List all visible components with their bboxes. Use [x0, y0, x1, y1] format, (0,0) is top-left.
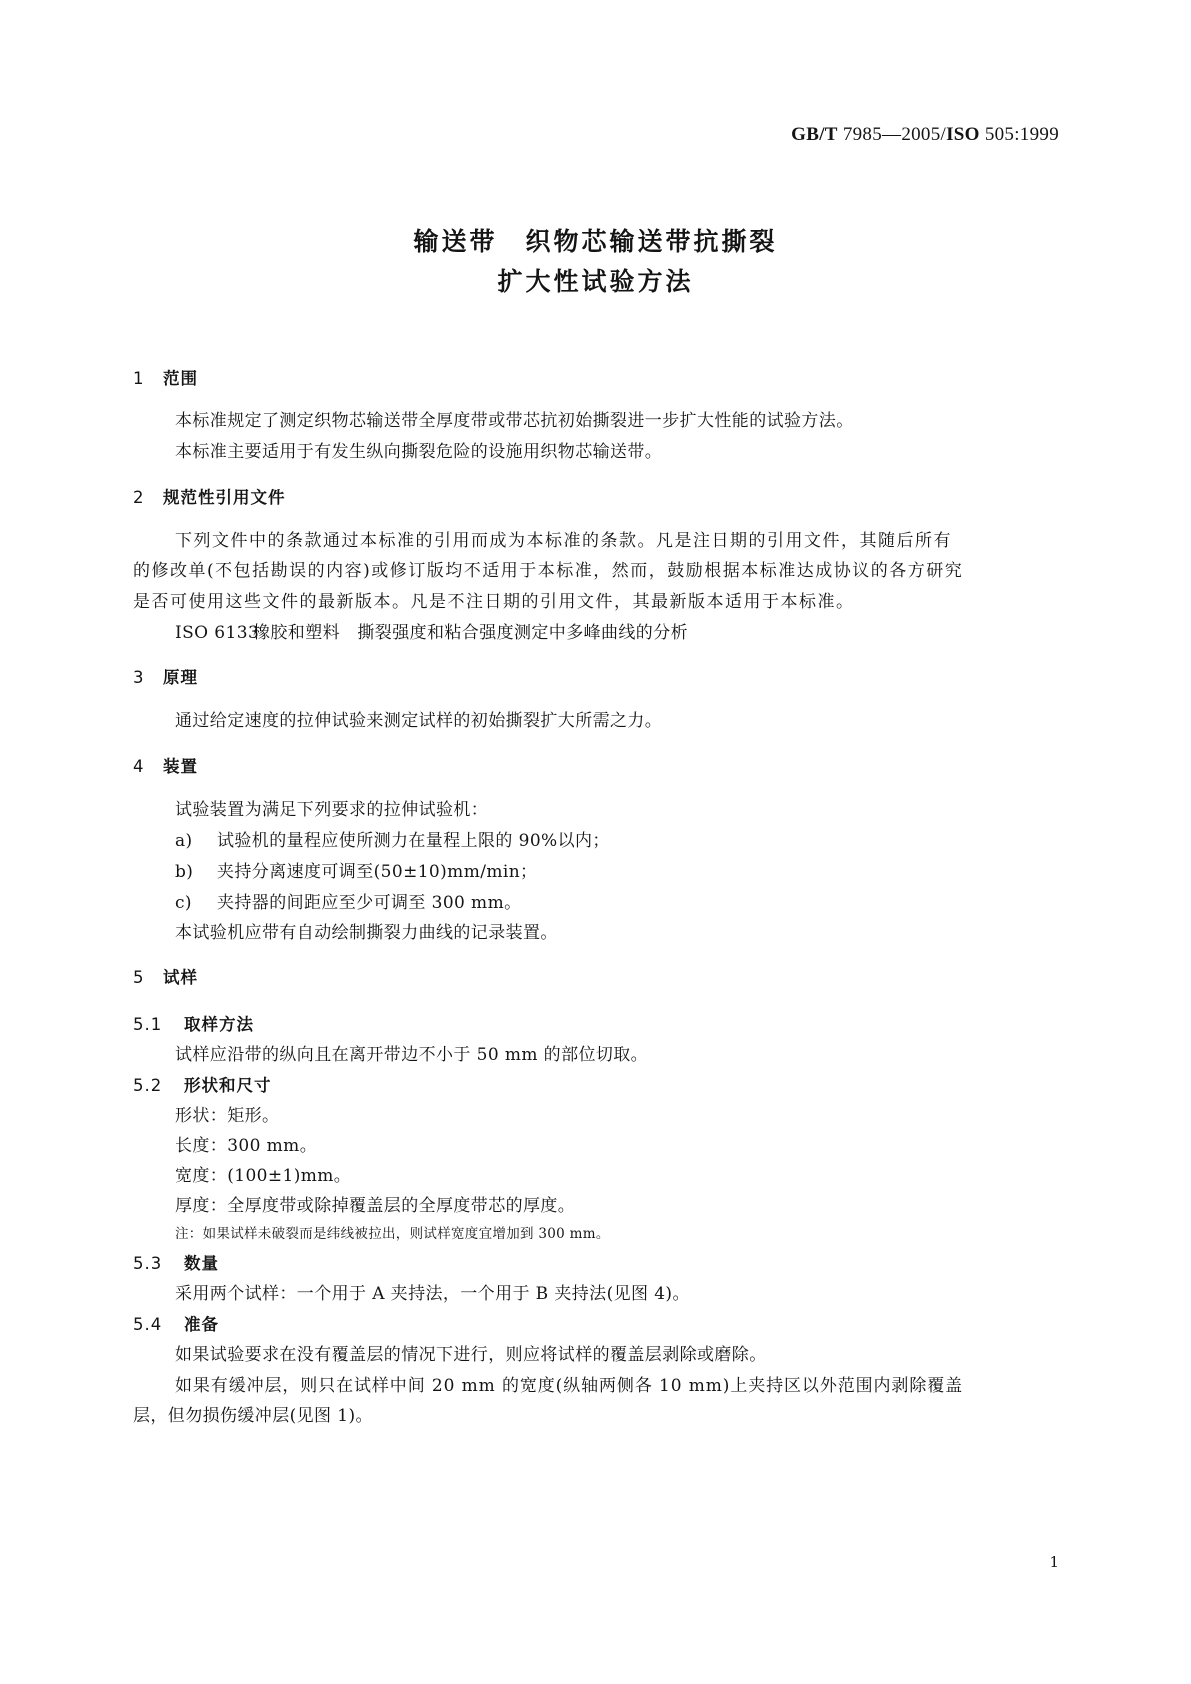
page-number: 1 [1049, 1553, 1059, 1571]
section-title: 原理 [163, 668, 198, 687]
section-2-paragraph-line-1: 下列文件中的条款通过本标准的引用而成为本标准的条款。凡是注日期的引用文件，其随后所有 [175, 531, 952, 551]
section-5-heading [133, 964, 198, 988]
subsection-title: 数量 [184, 1254, 219, 1273]
section-1-paragraph-1: 本标准规定了测定织物芯输送带全厚度带或带芯抗初始撕裂进一步扩大性能的试验方法。 [175, 411, 854, 431]
subsection-number: 5.2 [133, 1076, 163, 1095]
subsection-number: 5.3 [133, 1254, 163, 1273]
section-title: 规范性引用文件 [163, 488, 286, 507]
subsection-5-2-heading [133, 1072, 272, 1096]
subsection-title: 准备 [184, 1315, 219, 1334]
list-text: 试验机的量程应使所测力在量程上限的 90%以内； [217, 831, 610, 851]
note: 注：如果试样未破裂而是纬线被拉出，则试样宽度宜增加到 300 mm。 [175, 1226, 610, 1242]
standard-code-number: 7985—2005/ [842, 124, 947, 145]
section-4-intro: 试验装置为满足下列要求的拉伸试验机： [175, 800, 489, 820]
section-number: 2 [133, 488, 145, 507]
section-title: 范围 [163, 369, 198, 388]
subsection-5-4-paragraph-2-line-2: 层，但勿损伤缓冲层(见图 1)。 [133, 1406, 373, 1426]
subsection-5-1-paragraph: 试样应沿带的纵向且在离开带边不小于 50 mm 的部位切取。 [175, 1045, 649, 1065]
shape-line: 形状：矩形。 [175, 1106, 280, 1126]
document-title-line-2: 扩大性试验方法 [497, 267, 694, 296]
normative-reference [175, 618, 688, 643]
section-2-paragraph-line-3: 是否可使用这些文件的最新版本。凡是不注日期的引用文件，其最新版本适用于本标准。 [133, 592, 855, 612]
standard-code-iso: ISO [946, 124, 980, 145]
list-text: 夹持器的间距应至少可调至 300 mm。 [217, 893, 522, 913]
subsection-5-4-paragraph-2-line-1: 如果有缓冲层，则只在试样中间 20 mm 的宽度(纵轴两侧各 10 mm)上夹持区以外范围内剥除覆盖 [175, 1376, 964, 1396]
section-4-closing-paragraph: 本试验机应带有自动绘制撕裂力曲线的记录装置。 [175, 923, 558, 943]
subsection-5-4-heading [133, 1311, 219, 1335]
subsection-number: 5.1 [133, 1015, 163, 1034]
section-number: 4 [133, 757, 145, 776]
section-2-heading [133, 484, 286, 508]
section-1-paragraph-2: 本标准主要适用于有发生纵向撕裂危险的设施用织物芯输送带。 [175, 442, 663, 462]
reference-title: 橡胶和塑料 撕裂强度和粘合强度测定中多峰曲线的分析 [253, 623, 688, 643]
list-marker: b) [175, 862, 194, 882]
section-number: 5 [133, 968, 145, 987]
list-item-a [175, 826, 610, 851]
section-4-heading [133, 753, 198, 777]
section-2-paragraph-line-2: 的修改单(不包括勘误的内容)或修订版均不适用于本标准，然而，鼓励根据本标准达成协议的各方研究 [133, 561, 964, 581]
standard-code-iso-number: 505:1999 [984, 124, 1059, 145]
reference-code: ISO 6133 [175, 623, 260, 643]
subsection-5-4-paragraph-1: 如果试验要求在没有覆盖层的情况下进行，则应将试样的覆盖层剥除或磨除。 [175, 1345, 767, 1365]
document-title-line-1: 输送带 织物芯输送带抗撕裂 [413, 227, 778, 256]
subsection-5-1-heading [133, 1011, 254, 1035]
length-line: 长度：300 mm。 [175, 1136, 318, 1156]
section-number: 1 [133, 369, 145, 388]
section-3-paragraph-1: 通过给定速度的拉伸试验来测定试样的初始撕裂扩大所需之力。 [175, 711, 663, 731]
list-marker: c) [175, 893, 192, 913]
subsection-title: 取样方法 [184, 1015, 254, 1034]
width-line: 宽度：(100±1)mm。 [175, 1166, 352, 1186]
list-text: 夹持分离速度可调至(50±10)mm/min； [217, 862, 538, 882]
section-3-heading [133, 664, 198, 688]
subsection-title: 形状和尺寸 [184, 1076, 272, 1095]
standard-code-prefix: GB/T [791, 124, 838, 145]
standard-code [791, 124, 1059, 146]
list-item-c [175, 888, 522, 913]
subsection-number: 5.4 [133, 1315, 163, 1334]
section-title: 试样 [163, 968, 198, 987]
thickness-line: 厚度：全厚度带或除掉覆盖层的全厚度带芯的厚度。 [175, 1196, 576, 1216]
list-item-b [175, 857, 537, 882]
list-marker: a) [175, 831, 193, 851]
section-1-heading [133, 365, 198, 389]
section-number: 3 [133, 668, 145, 687]
subsection-5-3-paragraph: 采用两个试样：一个用于 A 夹持法，一个用于 B 夹持法(见图 4)。 [175, 1284, 690, 1304]
section-title: 装置 [163, 757, 198, 776]
subsection-5-3-heading [133, 1250, 219, 1274]
